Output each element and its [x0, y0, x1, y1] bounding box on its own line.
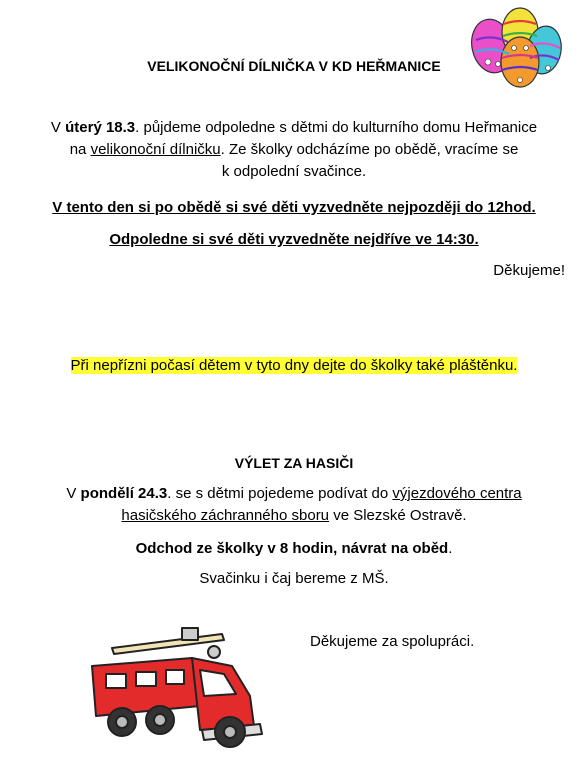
trip-thanks: Děkujeme za spolupráci.	[310, 633, 475, 650]
section-title-trip: VÝLET ZA HASIČI	[234, 455, 354, 471]
departure-info: Odchod ze školky v 8 hodin, návrat na oběd.	[135, 540, 453, 557]
snack-info: Svačinku i čaj bereme z MŠ.	[199, 570, 389, 587]
fire-station-link[interactable]: výjezdového centra	[392, 485, 522, 502]
rain-notice: Při nepřízni počasí dětem v tyto dny dejte do školky také pláštěnku.	[70, 357, 518, 374]
trip-paragraph: V pondělí 24.3. se s dětmi pojedeme podívat do výjezdového centra hasičského záchranného sboru ve Slezské Ostravě.	[66, 485, 522, 524]
trip-date: pondělí 24.3	[80, 485, 168, 502]
workshop-paragraph: V úterý 18.3. půjdeme odpoledne s dětmi do kulturního domu Heřmanice na velikonoční dílničku. Ze školky odcházíme po obědě, vracíme se k odpolední svačince.	[50, 119, 538, 180]
workshop-date: úterý 18.3	[65, 119, 136, 136]
thanks-text: Děkujeme!	[493, 262, 565, 279]
fire-truck-image	[82, 626, 272, 752]
pickup-notice-afternoon: Odpoledne si své děti vyzvedněte nejdříve ve 14:30.	[109, 231, 479, 248]
fire-station-link-cont[interactable]: hasičského záchranného sboru	[121, 507, 330, 524]
section-title-workshop: VELIKONOČNÍ DÍLNIČKA V KD HEŘMANICE	[147, 58, 441, 74]
workshop-link[interactable]: velikonoční dílničku	[90, 141, 221, 158]
easter-eggs-image	[468, 6, 566, 90]
pickup-notice-noon: V tento den si po obědě si své děti vyzvedněte nejpozději do 12hod.	[52, 199, 536, 216]
